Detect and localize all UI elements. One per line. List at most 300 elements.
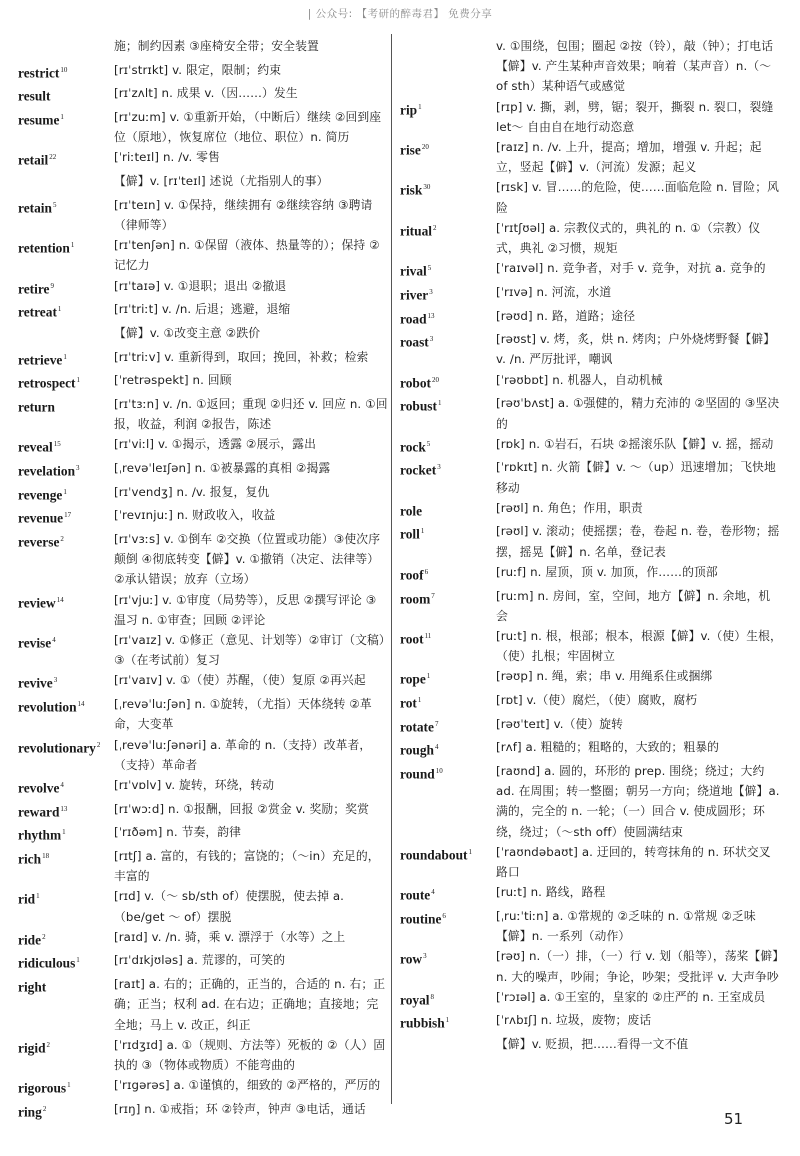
dictionary-entry	[400, 586, 782, 626]
headword-text: rigorous	[18, 1080, 67, 1096]
definition: [rɪŋ] n. ①戒指；环 ②铃声，钟声 ③电话，通话	[114, 1101, 366, 1116]
headword-text: revive	[18, 675, 53, 691]
headword	[18, 775, 114, 799]
headword	[18, 670, 114, 694]
headword-text: rough	[400, 742, 434, 758]
dictionary-entry	[18, 505, 388, 529]
definition: [rəʊp] n. 绳，索；串 v. 用绳系住或捆绑	[496, 669, 713, 684]
frequency-count: 1	[63, 352, 67, 361]
frequency-count: 14	[77, 700, 85, 709]
frequency-count: 1	[67, 1081, 71, 1090]
headword	[400, 690, 496, 714]
headword	[400, 282, 496, 306]
dictionary-entry	[400, 282, 782, 306]
headword	[400, 946, 496, 970]
dictionary-entry	[400, 666, 782, 690]
headword	[18, 394, 114, 418]
dictionary-entry	[18, 735, 388, 775]
headword	[18, 235, 114, 259]
frequency-count: 1	[468, 847, 472, 856]
dictionary-entry	[400, 761, 782, 842]
dictionary-entry	[400, 987, 782, 1011]
dictionary-entry	[400, 626, 782, 666]
headword	[18, 195, 114, 219]
dictionary-entry	[400, 842, 782, 882]
headword-text: retreat	[18, 304, 57, 320]
headword	[18, 458, 114, 482]
definition: [raɪz] n. /v. 上升，提高；增加，增强 v. 升起；起立，竖起【僻】v.（河流）发源；起义	[496, 140, 762, 175]
definition: [rəʊst] v. 烤，炙，烘 n. 烤肉；户外烧烤野餐【僻】v. /n. 严厉批评，嘲讽	[496, 332, 776, 367]
headword-text: retrieve	[18, 352, 63, 368]
headword	[18, 347, 114, 371]
definition: [ˌrevəˈluːʃən] n. ①旋转，（尤指）天体绕转 ②革命，大变革	[114, 697, 372, 732]
headword	[400, 987, 496, 1011]
headword-text: ridiculous	[18, 955, 76, 971]
headword-text: revise	[18, 635, 52, 651]
definition: [rɪˈtriːv] v. 重新得到，取回；挽回，补救；检索	[114, 349, 369, 364]
headword	[400, 882, 496, 906]
dictionary-entry	[400, 97, 782, 137]
dictionary-entry	[18, 195, 388, 235]
frequency-count: 3	[423, 952, 427, 961]
dictionary-entry	[400, 177, 782, 217]
definition: [ˈrevɪnjuː] n. 财政收入，收益	[114, 508, 276, 523]
headword	[400, 457, 496, 481]
frequency-count: 2	[60, 535, 64, 544]
definition: [ˈrɪðəm] n. 节奏，韵律	[114, 825, 242, 840]
headword-text: rich	[18, 851, 42, 867]
headword-text: ring	[18, 1104, 42, 1120]
frequency-count: 17	[64, 511, 72, 520]
definition: [rɪˈtenʃən] n. ①保留（液体、热量等的）；保持 ②记忆力	[114, 238, 380, 273]
headword	[18, 1075, 114, 1099]
frequency-count: 7	[434, 719, 439, 728]
headword-text: retire	[18, 281, 50, 297]
headword	[400, 258, 496, 282]
headword	[18, 927, 114, 951]
page-number: 51	[724, 1110, 744, 1128]
definition: 【僻】v. 贬损，把……看得一文不值	[496, 1037, 689, 1052]
definition: 施；制约因素 ③座椅安全带；安全装置	[114, 39, 319, 53]
dictionary-entry	[18, 1035, 388, 1075]
frequency-count: 1	[420, 527, 425, 536]
dictionary-entry	[18, 83, 388, 107]
frequency-count: 2	[42, 932, 46, 941]
headword-text: retain	[18, 200, 52, 216]
frequency-count: 20	[432, 375, 439, 384]
frequency-count: 3	[437, 463, 441, 472]
definition: [ˈretrəspekt] n. 回顾	[114, 373, 232, 388]
headword	[18, 694, 114, 718]
definition: [rɪˈzʌlt] n. 成果 v.（因……）发生	[114, 86, 298, 101]
headword-text: rot	[400, 695, 417, 711]
frequency-count: 1	[418, 102, 422, 111]
headword-text: rock	[400, 439, 426, 455]
definition: 【僻】v. ①改变主意 ②跌价	[114, 325, 261, 340]
headword	[400, 562, 496, 586]
headword	[400, 666, 496, 690]
dictionary-entry	[400, 434, 782, 458]
frequency-count: 1	[36, 892, 40, 901]
headword-text: risk	[400, 182, 423, 198]
frequency-count: 15	[53, 440, 61, 449]
headword	[400, 906, 496, 930]
definition: [rɪˈvɒlv] v. 旋转，环绕，转动	[114, 777, 275, 792]
dictionary-entry	[18, 147, 388, 171]
headword-text: resume	[18, 112, 60, 128]
dictionary-entry	[400, 882, 782, 906]
dictionary-entry	[400, 498, 782, 522]
frequency-count: 7	[431, 591, 435, 600]
headword-text: retrospect	[18, 375, 76, 391]
headword	[400, 137, 496, 161]
dictionary-entry	[18, 1075, 388, 1099]
definition: [ruːm] n. 房间，室，空间，地方【僻】n. 余地，机会	[496, 588, 771, 623]
headword-text: routine	[400, 911, 442, 927]
frequency-count: 4	[431, 888, 435, 897]
headword-text: rigid	[18, 1040, 46, 1056]
frequency-count: 13	[60, 804, 68, 813]
dictionary-entry	[18, 60, 388, 84]
headword-text: roll	[400, 526, 420, 542]
frequency-count: 14	[56, 595, 64, 604]
dictionary-entry	[18, 529, 388, 590]
headword-text: roof	[400, 567, 424, 583]
dictionary-entry	[18, 323, 388, 347]
definition: [rəʊ] n.（一）排，（一）行 v. 划（船等），荡桨【僻】n. 大的噪声，吵闹；争论，吵架；受批评 v. 大声争吵	[496, 949, 779, 984]
dictionary-entry	[400, 36, 782, 97]
headword	[18, 147, 114, 171]
dictionary-entry	[18, 799, 388, 823]
headword-text: rival	[400, 263, 427, 279]
headword	[18, 482, 114, 506]
definition: [rɒt] v.（使）腐烂，（使）腐败，腐朽	[496, 693, 698, 708]
definition: [rɪˈvjuː] v. ①审度（局势等），反思 ②撰写评论 ③温习 n. ①审查；回顾 ②评论	[114, 592, 377, 627]
headword-text: reward	[18, 804, 60, 820]
headword-text: rid	[18, 891, 36, 907]
headword-text: revelation	[18, 463, 76, 479]
definition: [rɪˈtɜːn] v. /n. ①返回；重现 ②归还 v. 回应 n. ①回报，收益，利润 ②报告，陈述	[114, 396, 388, 432]
definition: [rɪˈteɪn] v. ①保持，继续拥有 ②继续容纳 ③聘请（律师等）	[114, 197, 373, 232]
headword-text: row	[400, 951, 423, 967]
definition: [rəʊl] n. 角色；作用，职责	[496, 500, 643, 515]
definition: [ˈrɒkɪt] n. 火箭【僻】v. ～（up）迅速增加；飞快地移动	[496, 460, 776, 495]
dictionary-entry	[400, 690, 782, 714]
dictionary-entry	[400, 1010, 782, 1034]
definition: [rəʊˈbʌst] a. ①强健的，精力充沛的 ②坚固的 ③坚决的	[496, 396, 780, 431]
headword	[400, 626, 496, 650]
frequency-count: 20	[421, 143, 429, 152]
headword-text: reveal	[18, 439, 53, 455]
dictionary-entry	[18, 670, 388, 694]
definition: [ˈraʊndəbaʊt] a. 迂回的，转弯抹角的 n. 环状交叉路口	[496, 844, 771, 880]
headword	[18, 846, 114, 870]
headword	[18, 735, 114, 759]
headword	[18, 630, 114, 654]
headword	[400, 842, 496, 866]
frequency-count: 2	[46, 1040, 51, 1049]
headword	[18, 276, 114, 300]
headword-text: roundabout	[400, 847, 468, 863]
definition: [rɪˈtriːt] v. /n. 后退；逃避，退缩	[114, 302, 291, 317]
dictionary-entry	[400, 737, 782, 761]
dictionary-entry	[18, 107, 388, 147]
headword	[18, 822, 114, 846]
headword-text: rise	[400, 142, 421, 158]
dictionary-entry	[18, 36, 388, 60]
headword	[400, 714, 496, 738]
headword-text: rhythm	[18, 827, 62, 843]
dictionary-entry	[400, 218, 782, 258]
headword-text: role	[400, 503, 423, 519]
definition: [rɪˈvaɪv] v. ①（使）苏醒，（使）复原 ②再兴起	[114, 673, 366, 688]
headword	[18, 1099, 114, 1123]
frequency-count: 3	[429, 335, 434, 344]
frequency-count: 2	[96, 740, 101, 749]
dictionary-entry	[18, 950, 388, 974]
dictionary-entry	[18, 886, 388, 926]
headword-text: royal	[400, 992, 430, 1008]
dictionary-entry	[18, 299, 388, 323]
dictionary-entry	[18, 822, 388, 846]
definition: [ˈrʌbɪʃ] n. 垃圾，废物；废话	[496, 1013, 652, 1028]
dictionary-entry	[18, 482, 388, 506]
dictionary-entry	[400, 946, 782, 986]
definition: [ˈraɪvəl] n. 竞争者，对手 v. 竞争，对抗 a. 竞争的	[496, 261, 766, 276]
dictionary-entry	[400, 521, 782, 561]
column-divider	[391, 34, 392, 1104]
frequency-count: 2	[433, 223, 437, 232]
definition: [rɪˈdɪkjʊləs] a. 荒谬的，可笑的	[114, 953, 286, 968]
headword	[18, 370, 114, 394]
frequency-count: 1	[445, 1016, 450, 1025]
frequency-count: 11	[424, 631, 432, 640]
definition: [rɪˈzuːm] v. ①重新开始，（中断后）继续 ②回到座位（原地），恢复席位（地位、职位）n. 简历	[114, 110, 382, 145]
frequency-count: 2	[42, 1104, 47, 1113]
frequency-count: 4	[60, 780, 64, 789]
dictionary-entry	[400, 137, 782, 177]
frequency-count: 9	[50, 281, 54, 290]
definition: [ˈrɪdʒɪd] a. ①（规则、方法等）死板的 ②（人）固执的 ③（物体或物质）不能弯曲的	[114, 1037, 386, 1072]
headword	[18, 299, 114, 323]
definition: 【僻】v. [rɪˈteɪl] 述说（尤指别人的事）	[114, 174, 329, 189]
frequency-count: 1	[76, 376, 81, 385]
definition: [ˌrevəˈluːʃənəri] a. 革命的 n.（支持）改革者，（支持）革命者	[114, 737, 372, 772]
headword	[18, 886, 114, 910]
headword	[400, 329, 496, 353]
definition: [rɪtʃ] a. 富的，有钱的；富饶的；（～in）充足的，丰富的	[114, 848, 380, 884]
frequency-count: 13	[427, 311, 435, 320]
frequency-count: 1	[426, 672, 431, 681]
dictionary-entry	[18, 370, 388, 394]
left-column	[18, 36, 388, 1122]
headword	[18, 83, 114, 107]
headword-text: round	[400, 766, 435, 782]
right-column	[400, 36, 782, 1058]
frequency-count: 30	[423, 183, 431, 192]
headword	[18, 505, 114, 529]
frequency-count: 1	[62, 828, 66, 837]
headword	[18, 60, 114, 84]
frequency-count: 1	[437, 399, 442, 408]
headword-text: ritual	[400, 223, 432, 239]
frequency-count: 1	[57, 305, 62, 314]
definition: [rɪˈstrɪkt] v. 限定，限制；约束	[114, 62, 282, 77]
headword-text: revolutionary	[18, 740, 96, 755]
dictionary-entry	[18, 590, 388, 630]
headword	[18, 1035, 114, 1059]
definition: [rɪˈvɜːs] v. ①倒车 ②交换（位置或功能）③使次序颠倒 ④彻底转变【僻】v. ①撤销（决定、法律等）②承认错误；放弃（立场）	[114, 532, 381, 587]
headword-text: roast	[400, 334, 429, 350]
headword-text: root	[400, 631, 424, 647]
definition: [rɪˈtaɪə] v. ①退职；退出 ②撤退	[114, 278, 287, 293]
frequency-count: 5	[427, 264, 432, 273]
headword	[400, 434, 496, 458]
headword	[18, 529, 114, 553]
definition: [rɒk] n. ①岩石，石块 ②摇滚乐队【僻】v. 摇，摇动	[496, 436, 774, 451]
frequency-count: 5	[52, 200, 57, 209]
dictionary-entry	[400, 393, 782, 433]
dictionary-entry	[18, 235, 388, 275]
dictionary-entry	[400, 258, 782, 282]
dictionary-entry	[400, 714, 782, 738]
headword	[400, 737, 496, 761]
dictionary-entry	[18, 347, 388, 371]
headword	[400, 370, 496, 394]
headword-text: retail	[18, 152, 49, 168]
frequency-count: 5	[426, 439, 431, 448]
headword	[400, 1010, 496, 1034]
frequency-count: 8	[430, 992, 435, 1001]
headword-text: reverse	[18, 534, 60, 550]
headword-text: revolve	[18, 780, 60, 796]
headword-text: rip	[400, 102, 418, 118]
headword-text: room	[400, 591, 431, 607]
definition: [rɪˈviːl] v. ①揭示，透露 ②展示，露出	[114, 437, 316, 452]
frequency-count: 3	[429, 287, 433, 296]
dictionary-entry	[18, 394, 388, 434]
definition: [ruːt] n. 路线，路程	[496, 885, 606, 900]
headword	[400, 97, 496, 121]
frequency-count: 1	[60, 113, 64, 122]
headword	[18, 590, 114, 614]
dictionary-entry	[18, 927, 388, 951]
headword	[400, 586, 496, 610]
dictionary-entry	[400, 306, 782, 330]
dictionary-entry	[18, 846, 388, 886]
headword-text: rope	[400, 671, 426, 687]
headword	[400, 521, 496, 545]
definition: [rʌf] a. 粗糙的；粗略的，大致的；粗暴的	[496, 740, 720, 755]
definition: v. ①围绕，包围；圈起 ②按（铃），敲（钟）；打电话【僻】v. 产生某种声音效果；响着（某声音）n.（～ of sth）某种语气或感觉	[496, 39, 774, 94]
definition: [ˌrevəˈleɪʃən] n. ①被暴露的真相 ②揭露	[114, 461, 331, 476]
definition: [ˈrɔɪəl] a. ①王室的，皇家的 ②庄严的 n. 王室成员	[496, 989, 766, 1004]
headword-text: return	[18, 399, 55, 415]
frequency-count: 1	[417, 696, 422, 705]
definition: [rəʊd] n. 路，道路；途径	[496, 308, 636, 323]
headword-text: revenge	[18, 487, 63, 503]
headword	[400, 218, 496, 242]
headword-text: right	[18, 979, 47, 995]
dictionary-entry	[18, 458, 388, 482]
frequency-count: 10	[435, 767, 443, 776]
definition: [ˈrɪtʃʊəl] a. 宗教仪式的，典礼的 n. ①（宗教）仪式，典礼 ②习惯，规矩	[496, 220, 761, 256]
definition: [rɪˈvendʒ] n. /v. 报复，复仇	[114, 484, 270, 499]
headword-text: revenue	[18, 510, 64, 526]
headword-text: restrict	[18, 65, 60, 81]
frequency-count: 18	[42, 851, 50, 860]
headword	[18, 799, 114, 823]
frequency-count: 10	[60, 65, 68, 74]
dictionary-entry	[18, 694, 388, 734]
definition: [rɪˈwɔːd] n. ①报酬，回报 ②赏金 v. 奖励；奖赏	[114, 801, 369, 816]
definition: [ˈriːteɪl] n. /v. 零售	[114, 150, 220, 165]
definition: [rɪp] v. 撕，剥，劈，锯；裂开，撕裂 n. 裂口，裂缝 let～ 自由自在地行动恣意	[496, 99, 774, 134]
dictionary-entry	[400, 329, 782, 369]
dictionary-entry	[18, 276, 388, 300]
dictionary-entry	[400, 457, 782, 497]
headword	[18, 434, 114, 458]
definition: [rəʊl] v. 滚动；使摇摆；卷，卷起 n. 卷，卷形物；摇摆，摇晃【僻】n. 名单，登记表	[496, 524, 780, 559]
frequency-count: 6	[424, 567, 429, 576]
headword-text: robot	[400, 375, 431, 391]
headword-text: rotate	[400, 719, 434, 735]
definition: [rɪd] v.（～ sb/sth of）使摆脱，使去掉 a.（be/get ～ of）摆脱	[114, 889, 345, 924]
definition: [ruːf] n. 屋顶，顶 v. 加顶，作……的顶部	[496, 564, 718, 579]
dictionary-entry	[400, 1034, 782, 1058]
headword-text: ride	[18, 932, 42, 948]
dictionary-entry	[18, 1099, 388, 1123]
headword-text: rubbish	[400, 1015, 445, 1031]
definition: [rɪsk] v. 冒……的危险，使……面临危险 n. 冒险；风险	[496, 180, 780, 215]
dictionary-entry	[400, 370, 782, 394]
headword	[18, 107, 114, 131]
definition: [rəʊˈteɪt] v.（使）旋转	[496, 716, 624, 731]
frequency-count: 1	[76, 956, 80, 965]
frequency-count: 6	[442, 911, 446, 920]
definition: [raʊnd] a. 圆的，环形的 prep. 围绕；绕过；大约 ad. 在周围；转一整圈；朝另一方向；绕道地【僻】a. 满的，完全的 n. 一轮；（一）回合 v. 使成圆形；环绕，绕过；（～sth off）使圆满结束	[496, 764, 780, 839]
dictionary-entry	[400, 906, 782, 946]
headword	[18, 950, 114, 974]
dictionary-entry	[18, 434, 388, 458]
definition: [raɪt] a. 右的；正确的，正当的，合适的 n. 右；正确；正当；权利 ad. 在右边；正确地；直接地；完全地；马上 v. 改正，纠正	[114, 977, 386, 1032]
frequency-count: 4	[435, 743, 439, 752]
definition: [ruːt] n. 根，根部；根本，根源【僻】v.（使）生根，（使）扎根；牢固树立	[496, 628, 782, 664]
headword	[18, 974, 114, 998]
definition: [rɪˈvaɪz] v. ①修正（意见、计划等）②审订（文稿）③（在考试前）复习	[114, 633, 385, 668]
dictionary-entry	[18, 171, 388, 195]
frequency-count: 3	[53, 676, 58, 685]
definition: [ˈrəʊbɒt] n. 机器人，自动机械	[496, 372, 663, 387]
headword	[400, 306, 496, 330]
definition: [ˈrɪvə] n. 河流，水道	[496, 284, 612, 299]
headword	[400, 177, 496, 201]
headword-text: rocket	[400, 462, 437, 478]
headword-text: route	[400, 887, 431, 903]
headword	[400, 393, 496, 417]
headword-text: robust	[400, 398, 437, 414]
frequency-count: 4	[52, 636, 56, 645]
headword	[400, 761, 496, 785]
frequency-count: 1	[70, 241, 75, 250]
headword-text: result	[18, 88, 51, 104]
definition: [ˈrɪgərəs] a. ①谨慎的，细致的 ②严格的，严厉的	[114, 1078, 381, 1093]
dictionary-entry	[400, 562, 782, 586]
headword-text: river	[400, 287, 429, 303]
frequency-count: 1	[63, 487, 67, 496]
dictionary-entry	[18, 775, 388, 799]
headword-text: road	[400, 311, 427, 327]
